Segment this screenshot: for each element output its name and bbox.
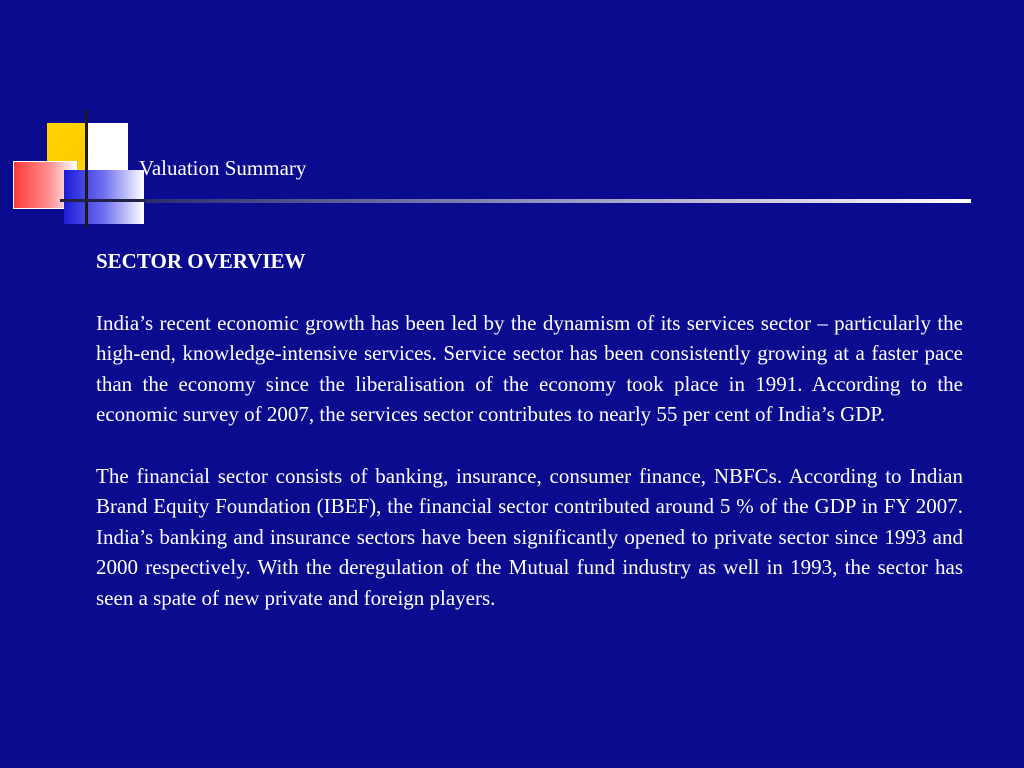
section-heading: SECTOR OVERVIEW (96, 249, 306, 273)
slide-body (96, 246, 963, 644)
paragraph-services-sector: India’s recent economic growth has been led by the dynamism of its services sector – particularly the high-end, knowledge-intensive services. Service sector has been consistently growing at a faster pace than the economy since the liberalisation of the economy took place in 1991. According to the economic survey of 2007, the services sector contributes to nearly 55 per cent of India’s GDP. (96, 310, 963, 426)
decorative-vertical-line (85, 110, 88, 228)
paragraph-financial-sector: The financial sector consists of banking, insurance, consumer finance, NBFCs. According to Indian Brand Equity Foundation (IBEF), the financial sector contributed around 5 % of the GDP in FY 2007. India’s banking and insurance sectors have been significantly opened to private sector since 1993 and 2000 respectively. With the deregulation of the Mutual fund industry as well in 1993, the sector has seen a spate of new private and foreign players. (96, 463, 963, 610)
slide-title: Valuation Summary (139, 156, 307, 180)
decorative-cross-line (60, 199, 150, 202)
decorative-blue-square (64, 170, 144, 224)
title-underline-divider (145, 199, 971, 203)
decorative-white-square (88, 123, 128, 171)
